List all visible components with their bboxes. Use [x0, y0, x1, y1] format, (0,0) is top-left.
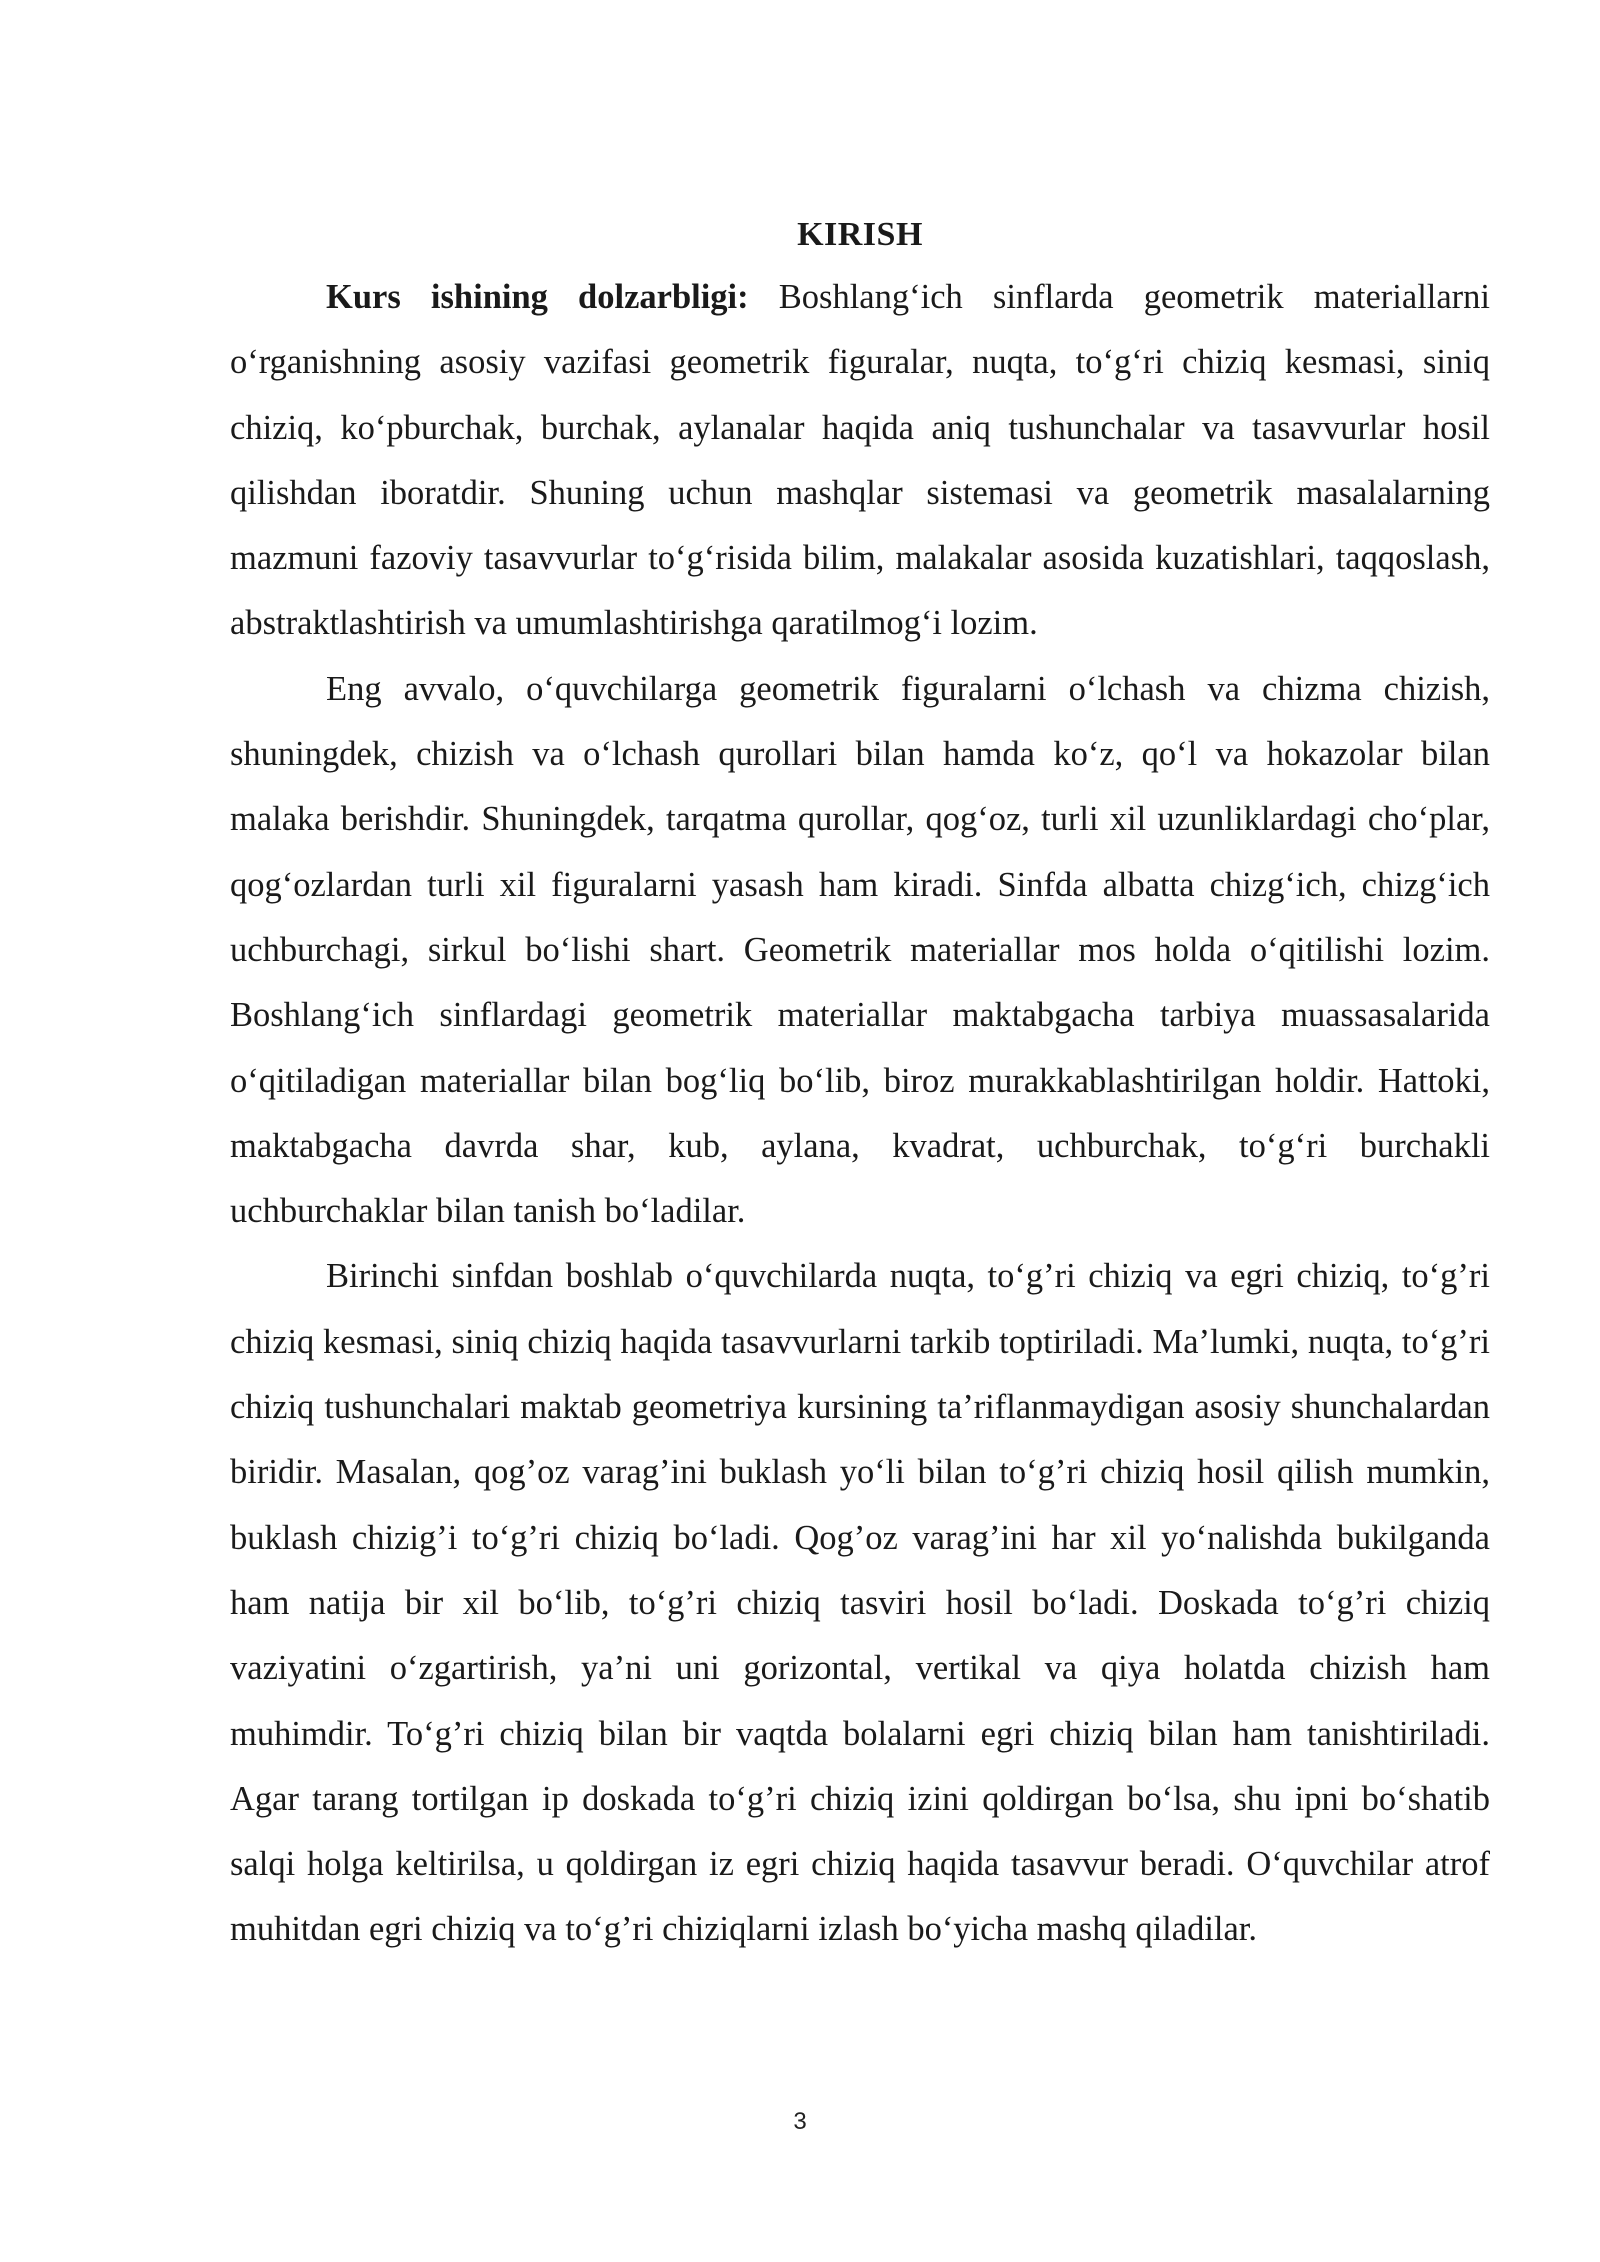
paragraph-text: Boshlang‘ich sinflarda geometrik materiallarni o‘rganishning asosiy vazifasi geometrik figuralar, nuqta, to‘g‘ri chiziq kesmasi, siniq chiziq, ko‘pburchak, burchak, aylanalar haqida aniq tushunchalar va tasavvurlar hosil qilishdan iboratdir. Shuning uchun mashqlar sistemasi va geometrik masalalarning mazmuni fazoviy tasavvurlar to‘g‘risida bilim, malakalar asosida kuzatishlari, taqqoslash, abstraktlashtirish va umumlashtirishga qaratilmog‘i lozim. [230, 278, 1491, 643]
document-page [230, 215, 1490, 1963]
paragraph-first-grade [230, 1244, 1490, 1962]
paragraph-text: Eng avvalo, o‘quvchilarga geometrik figuralarni o‘lchash va chizma chizish, shuningdek, chizish va o‘lchash qurollari bilan hamda ko‘z, qo‘l va hokazolar bilan malaka berishdir. Shuningdek, tarqatma qurollar, qog‘oz, turli xil uzunliklardagi cho‘plar, qog‘ozlardan turli xil figuralarni yasash ham kiradi. Sinfda albatta chizg‘ich, chizg‘ich uchburchagi, sirkul bo‘lishi shart. Geometrik materiallar mos holda o‘qitilishi lozim. Boshlang‘ich sinflardagi geometrik materiallar maktabgacha tarbiya muassasalarida o‘qitiladigan materiallar bilan bog‘liq bo‘lib, biroz murakkablashtirilgan holdir. Hattoki, maktabgacha davrda shar, kub, aylana, kvadrat, uchburchak, to‘g‘ri burchakli uchburchaklar bilan tanish bo‘ladilar. [230, 669, 1490, 1231]
paragraph-relevance [230, 265, 1490, 657]
section-title: KIRISH [797, 216, 923, 253]
paragraph-first-of-all [230, 657, 1490, 1245]
paragraph-lead: Kurs ishining dolzarbligi: [326, 278, 749, 316]
paragraph-text: Birinchi sinfdan boshlab o‘quvchilarda nuqta, to‘g’ri chiziq va egri chiziq, to‘g’ri chiziq kesmasi, siniq chiziq haqida tasavvurlarni tarkib toptiriladi. Ma’lumki, nuqta, to‘g’ri chiziq tushunchalari maktab geometriya kursining ta’riflanmaydigan asosiy shunchalardan biridir. Masalan, qog’oz varag’ini buklash yo‘li bilan to‘g’ri chiziq hosil qilish mumkin, buklash chizig’i to‘g’ri chiziq bo‘ladi. Qog’oz varag’ini har xil yo‘nalishda bukilganda ham natija bir xil bo‘lib, to‘g’ri chiziq tasviri hosil bo‘ladi. Doskada to‘g’ri chiziq vaziyatini o‘zgartirish, ya’ni uni gorizontal, vertikal va qiya holatda chizish ham muhimdir. To‘g’ri chiziq bilan bir vaqtda bolalarni egri chiziq bilan ham tanishtiriladi. Agar tarang tortilgan ip doskada to‘g’ri chiziq izini qoldirgan bo‘lsa, shu ipni bo‘shatib salqi holga keltirilsa, u qoldirgan iz egri chiziq haqida tasavvur beradi. O‘quvchilar atrof muhitdan egri chiziq va to‘g’ri chiziqlarni izlash bo‘yicha mashq qiladilar. [230, 1257, 1490, 1949]
page-number: 3 [793, 2108, 807, 2135]
